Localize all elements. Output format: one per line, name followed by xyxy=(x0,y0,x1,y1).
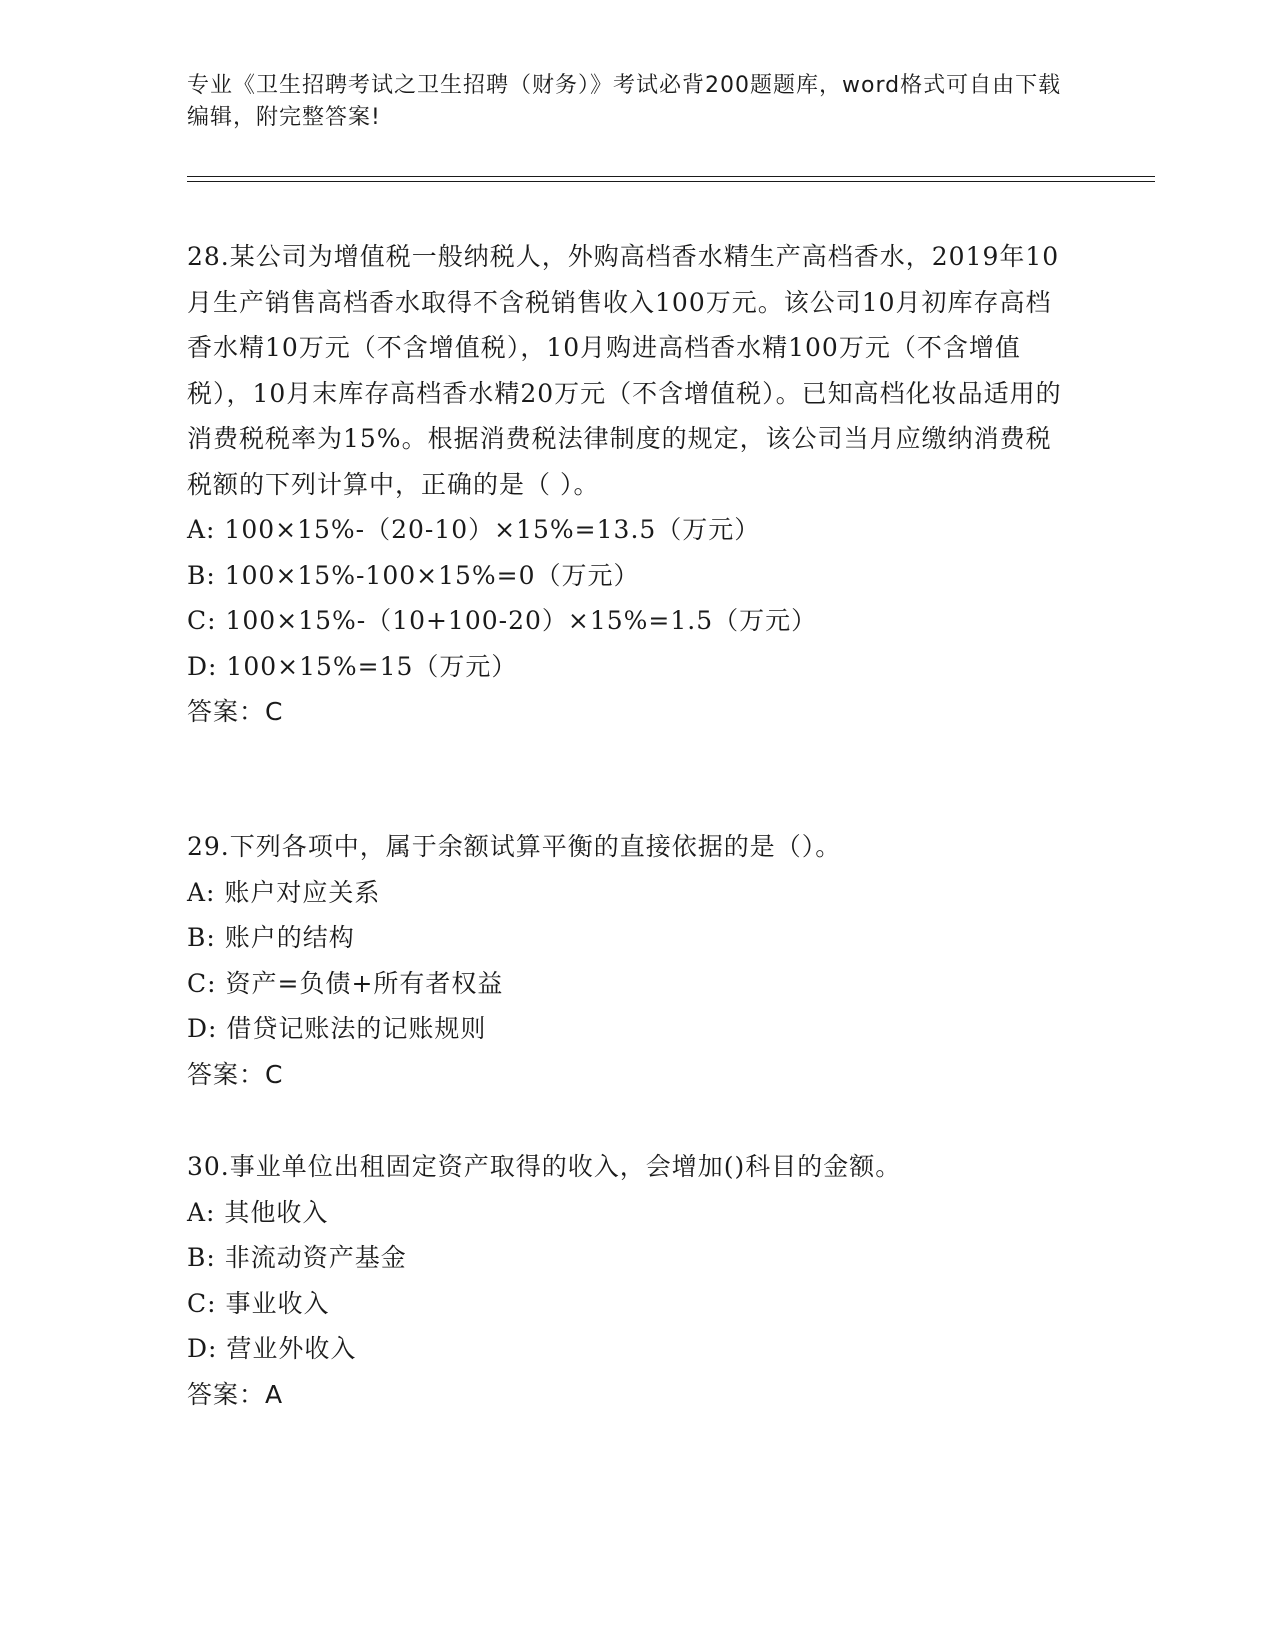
option-c: C: 事业收入 xyxy=(187,1288,330,1318)
option-d: D: 借贷记账法的记账规则 xyxy=(187,1014,487,1043)
question-30 xyxy=(187,1144,1077,1417)
option-b: B: 非流动资产基金 xyxy=(187,1243,407,1272)
question-29 xyxy=(187,824,1077,1097)
document-header: 专业《卫生招聘考试之卫生招聘（财务）》考试必背200题题库，word格式可自由下载编辑，附完整答案! xyxy=(187,73,1062,130)
option-b: B: 账户的结构 xyxy=(187,923,355,952)
option-d: D: 100×15%=15（万元） xyxy=(187,651,518,681)
question-stem: 28.某公司为增值税一般纳税人，外购高档香水精生产高档香水，2019年10月生产销售高档香水取得不含税销售收入100万元。该公司10月初库存高档香水精10万元（不含增值税），10月购进高档香水精100万元（不含增值税），10月末库存高档香水精20万元（不含增值税）。已知高档化妆品适用的消费税税率为15%。根据消费税法律制度的规定，该公司当月应缴纳消费税税额的下列计算中，正确的是（ ）。 xyxy=(187,242,1062,499)
option-c: C: 资产=负债+所有者权益 xyxy=(187,968,504,998)
option-b: B: 100×15%-100×15%=0（万元） xyxy=(187,560,640,590)
question-28 xyxy=(187,234,1077,735)
option-a: A: 账户对应关系 xyxy=(187,877,381,907)
answer-label: 答案：C xyxy=(187,697,284,726)
question-stem: 29.下列各项中，属于余额试算平衡的直接依据的是（）。 xyxy=(187,832,842,861)
option-a: A: 其他收入 xyxy=(187,1197,329,1227)
answer-label: 答案：A xyxy=(187,1379,284,1409)
question-stem: 30.事业单位出租固定资产取得的收入，会增加()科目的金额。 xyxy=(187,1152,902,1181)
header-rule-top xyxy=(187,176,1155,177)
option-c: C: 100×15%-（10+100-20）×15%=1.5（万元） xyxy=(187,606,818,635)
option-d: D: 营业外收入 xyxy=(187,1334,357,1363)
header-rule-bottom xyxy=(187,181,1155,182)
answer-label: 答案：C xyxy=(187,1059,284,1089)
option-a: A: 100×15%-（20-10）×15%=13.5（万元） xyxy=(187,515,761,544)
